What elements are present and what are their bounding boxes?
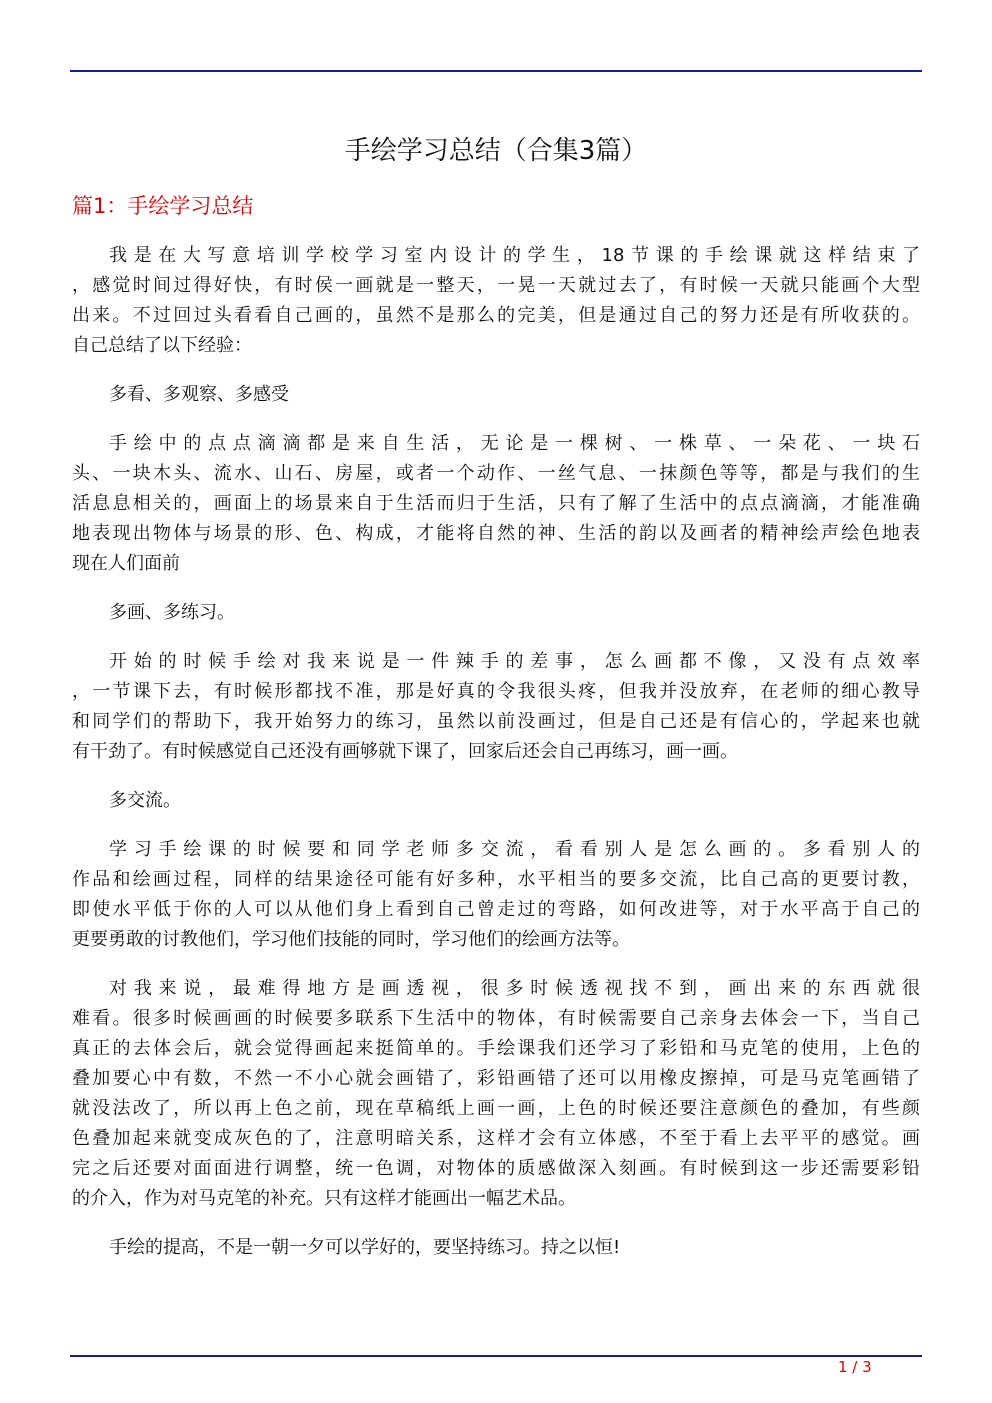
text-line: 对我来说，最难得地方是画透视，很多时候透视找不到，画出来的东西就很 bbox=[109, 978, 920, 999]
footer-rule bbox=[70, 1355, 922, 1357]
text-line: 的介入，作为对马克笔的补充。只有这样才能画出一幅艺术品。 bbox=[72, 1188, 576, 1209]
paragraph bbox=[72, 974, 920, 1214]
text-line: 多画、多练习。 bbox=[109, 602, 235, 623]
text-line: 头、一块木头、流水、山石、房屋，或者一个动作、一丝气息、一抹颜色等等，都是与我们的生 bbox=[72, 463, 920, 484]
text-line: 作品和绘画过程，同样的结果途径可能有好多种，水平相当的要多交流，比自己高的更要讨教， bbox=[72, 869, 920, 890]
text-line: 手绘中的点点滴滴都是来自生活，无论是一棵树、一株草、一朵花、一块石 bbox=[109, 433, 920, 454]
paragraph bbox=[72, 647, 920, 767]
text-line: 难看。很多时候画画的时候要多联系下生活中的物体，有时候需要自己亲身去体会一下，当自己 bbox=[72, 1008, 920, 1029]
text-line: 出来。不过回过头看看自己画的，虽然不是那么的完美，但是通过自己的努力还是有所收获的。 bbox=[72, 305, 920, 326]
document-title: 手绘学习总结（合集3篇） bbox=[344, 136, 648, 166]
document-body bbox=[72, 241, 920, 1282]
page-number: 1 / 3 bbox=[838, 1358, 872, 1376]
text-line: 现在人们面前 bbox=[72, 553, 180, 574]
text-line: 叠加要心中有数，不然一不小心就会画错了，彩铅画错了还可以用橡皮擦掉，可是马克笔画错了 bbox=[72, 1068, 920, 1089]
paragraph bbox=[72, 1233, 920, 1263]
text-line: 有干劲了。有时候感觉自己还没有画够就下课了，回家后还会自己再练习，画一画。 bbox=[72, 741, 738, 762]
paragraph bbox=[72, 835, 920, 955]
text-line: 学习手绘课的时候要和同学老师多交流，看看别人是怎么画的。多看别人的 bbox=[109, 839, 920, 860]
text-line: 更要勇敢的讨教他们，学习他们技能的同时，学习他们的绘画方法等。 bbox=[72, 929, 630, 950]
paragraph bbox=[72, 380, 920, 410]
text-line: 就没法改了，所以再上色之前，现在草稿纸上画一画，上色的时候还要注意颜色的叠加，有些颜 bbox=[72, 1098, 920, 1119]
text-line: 真正的去体会后，就会觉得画起来挺简单的。手绘课我们还学习了彩铅和马克笔的使用，上色的 bbox=[72, 1038, 920, 1059]
header-rule bbox=[70, 70, 922, 72]
paragraph bbox=[72, 598, 920, 628]
text-line: ，感觉时间过得好快，有时侯一画就是一整天，一晃一天就过去了，有时候一天就只能画个大型 bbox=[72, 275, 920, 296]
text-line: 即使水平低于你的人可以从他们身上看到自己曾走过的弯路，如何改进等，对于水平高于自己的 bbox=[72, 899, 920, 920]
text-line: 完之后还要对面面进行调整，统一色调，对物体的质感做深入刻画。有时候到这一步还需要彩铅 bbox=[72, 1158, 920, 1179]
paragraph bbox=[72, 429, 920, 579]
text-line: 和同学们的帮助下，我开始努力的练习，虽然以前没画过，但是自己还是有信心的，学起来也就 bbox=[72, 711, 920, 732]
section-heading: 篇1：手绘学习总结 bbox=[72, 194, 254, 218]
text-line: 活息息相关的，画面上的场景来自于生活而归于生活，只有了解了生活中的点点滴滴，才能准确 bbox=[72, 493, 920, 514]
text-line: 我是在大写意培训学校学习室内设计的学生，18节课的手绘课就这样结束了 bbox=[109, 245, 920, 266]
paragraph bbox=[72, 786, 920, 816]
text-line: ，一节课下去，有时候形都找不准，那是好真的令我很头疼，但我并没放弃，在老师的细心教导 bbox=[72, 681, 920, 702]
text-line: 手绘的提高，不是一朝一夕可以学好的，要坚持练习。持之以恒! bbox=[109, 1237, 621, 1258]
text-line: 色叠加起来就变成灰色的了，注意明暗关系，这样才会有立体感，不至于看上去平平的感觉。画 bbox=[72, 1128, 920, 1149]
text-line: 多交流。 bbox=[109, 790, 181, 811]
paragraph bbox=[72, 241, 920, 361]
text-line: 地表现出物体与场景的形、色、构成，才能将自然的神、生活的韵以及画者的精神绘声绘色地表 bbox=[72, 523, 920, 544]
text-line: 开始的时候手绘对我来说是一件辣手的差事，怎么画都不像，又没有点效率 bbox=[109, 651, 920, 672]
text-line: 自己总结了以下经验： bbox=[72, 335, 252, 356]
text-line: 多看、多观察、多感受 bbox=[109, 384, 289, 405]
